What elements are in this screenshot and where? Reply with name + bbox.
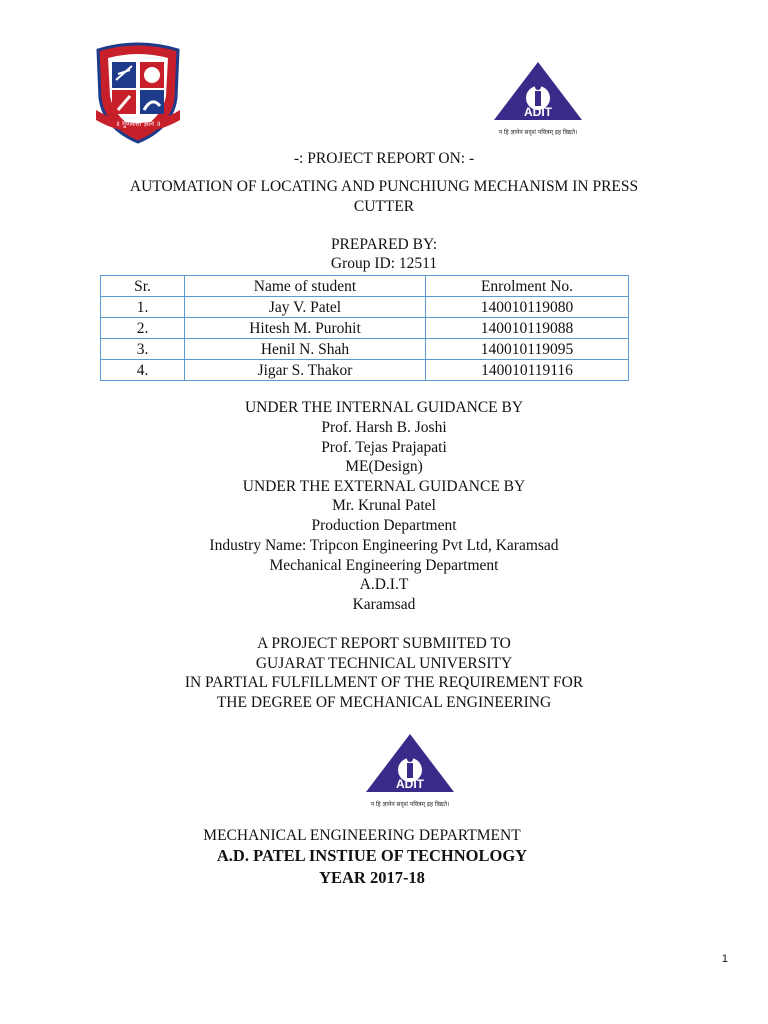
gtu-logo [88, 40, 188, 144]
submission-line: IN PARTIAL FULFILLMENT OF THE REQUIREMENT FOR [184, 674, 584, 691]
guidance-line: Prof. Harsh B. Joshi [321, 419, 447, 436]
submission-line: THE DEGREE OF MECHANICAL ENGINEERING [216, 694, 552, 711]
adit-logo-text: ADIT [396, 777, 424, 791]
guidance-line: ME(Design) [345, 458, 423, 475]
guidance-line: Prof. Tejas Prajapati [321, 439, 447, 456]
cell-name: Henil N. Shah [185, 339, 426, 360]
guidance-line: Karamsad [352, 596, 416, 613]
footer-year: YEAR 2017-18 [319, 868, 425, 887]
cell-name: Hitesh M. Purohit [185, 318, 426, 339]
adit-tagline: न हि ज्ञानेन सदृशं पवित्रम् इह विद्यते। [370, 801, 450, 808]
table-row [101, 339, 629, 360]
group-id: Group ID: 12511 [330, 255, 438, 272]
adit-logo [484, 58, 592, 142]
cell-sr: 4. [101, 360, 185, 381]
cell-enrolment: 140010119080 [426, 297, 629, 318]
guidance-line: Mr. Krunal Patel [332, 497, 436, 514]
cell-sr: 1. [101, 297, 185, 318]
report-label: -: PROJECT REPORT ON: - [293, 150, 475, 167]
guidance-line: A.D.I.T [359, 576, 409, 593]
cell-sr: 3. [101, 339, 185, 360]
guidance-line: Production Department [311, 517, 457, 534]
guidance-line: Mechanical Engineering Department [269, 557, 499, 574]
report-title-line-2: CUTTER [353, 198, 415, 215]
column-header: Sr. [101, 276, 185, 297]
guidance-line: UNDER THE EXTERNAL GUIDANCE BY [242, 478, 526, 495]
cell-name: Jay V. Patel [185, 297, 426, 318]
prepared-by: PREPARED BY: [330, 236, 438, 253]
guidance-line: UNDER THE INTERNAL GUIDANCE BY [244, 399, 524, 416]
column-header: Name of student [185, 276, 426, 297]
adit-tagline: न हि ज्ञानेन सदृशं पवित्रम् इह विद्यते। [498, 129, 578, 136]
table-row [101, 360, 629, 381]
cell-name: Jigar S. Thakor [185, 360, 426, 381]
footer-institute: A.D. PATEL INSTIUE OF TECHNOLOGY [216, 846, 528, 865]
page-number: 1 [721, 953, 728, 965]
submission-line: GUJARAT TECHNICAL UNIVERSITY [255, 655, 513, 672]
cell-enrolment: 140010119116 [426, 360, 629, 381]
table-header-row [101, 276, 629, 297]
cell-enrolment: 140010119095 [426, 339, 629, 360]
column-header: Enrolment No. [426, 276, 629, 297]
cell-sr: 2. [101, 318, 185, 339]
students-table [100, 275, 629, 381]
gtu-logo-motto: ॥ गुणवत्ता ज्ञान ॥ [115, 120, 161, 128]
table-row [101, 318, 629, 339]
cell-enrolment: 140010119088 [426, 318, 629, 339]
submission-line: A PROJECT REPORT SUBMIITED TO [257, 635, 511, 652]
adit-logo [356, 730, 464, 814]
footer-department: MECHANICAL ENGINEERING DEPARTMENT [203, 827, 521, 844]
report-title-line-1: AUTOMATION OF LOCATING AND PUNCHIUNG MECHANISM IN PRESS [129, 178, 639, 195]
adit-logo-text: ADIT [524, 105, 552, 119]
guidance-line: Industry Name: Tripcon Engineering Pvt Ltd, Karamsad [209, 537, 559, 554]
table-row [101, 297, 629, 318]
